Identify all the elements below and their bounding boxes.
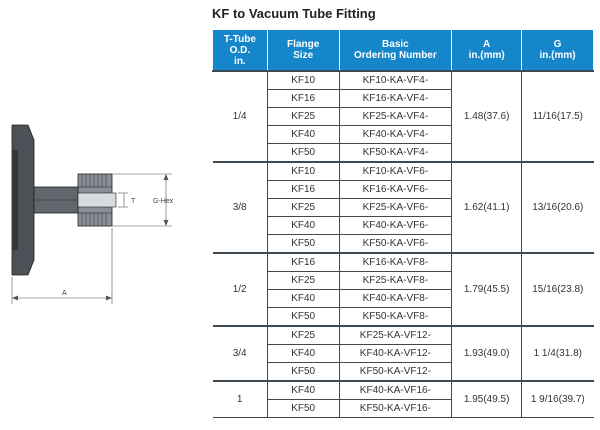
flange-size-cell: KF40 <box>267 290 339 308</box>
t-dim-label: T <box>131 198 136 205</box>
table-row <box>213 381 594 400</box>
g-dimension-cell: 1 1/4(31.8) <box>522 326 594 381</box>
ordering-number-cell: KF25-KA-VF12- <box>339 326 452 345</box>
header-tube-od: T-Tube O.D. in. <box>213 30 268 72</box>
table-row <box>213 71 594 90</box>
flange-size-cell: KF16 <box>267 253 339 272</box>
g-dimension-cell: 1 9/16(39.7) <box>522 381 594 418</box>
header-a: A in.(mm) <box>452 30 522 72</box>
flange-size-cell: KF50 <box>267 363 339 382</box>
ordering-number-cell: KF16-KA-VF4- <box>339 90 452 108</box>
flange-size-cell: KF16 <box>267 90 339 108</box>
tube-od-cell: 3/8 <box>213 162 268 253</box>
flange-size-cell: KF40 <box>267 217 339 235</box>
ordering-number-cell: KF50-KA-VF4- <box>339 144 452 163</box>
ordering-number-cell: KF50-KA-VF6- <box>339 235 452 254</box>
a-dimension-cell: 1.48(37.6) <box>452 71 522 162</box>
flange-size-cell: KF40 <box>267 345 339 363</box>
g-dimension-cell: 11/16(17.5) <box>522 71 594 162</box>
header-flange-size: Flange Size <box>267 30 339 72</box>
flange-size-cell: KF50 <box>267 400 339 418</box>
ordering-number-cell: KF40-KA-VF12- <box>339 345 452 363</box>
flange-size-cell: KF10 <box>267 162 339 181</box>
ordering-number-cell: KF25-KA-VF8- <box>339 272 452 290</box>
ordering-number-cell: KF50-KA-VF16- <box>339 400 452 418</box>
flange-size-cell: KF40 <box>267 126 339 144</box>
ordering-number-cell: KF10-KA-VF6- <box>339 162 452 181</box>
ordering-number-cell: KF16-KA-VF6- <box>339 181 452 199</box>
tube-od-cell: 1/2 <box>213 253 268 326</box>
table-header-row <box>213 30 594 72</box>
ordering-number-cell: KF50-KA-VF8- <box>339 308 452 327</box>
header-g: G in.(mm) <box>522 30 594 72</box>
ordering-number-cell: KF16-KA-VF8- <box>339 253 452 272</box>
a-dimension-cell: 1.95(49.5) <box>452 381 522 418</box>
flange-size-cell: KF40 <box>267 381 339 400</box>
table-row <box>213 162 594 181</box>
a-dim-label: A <box>62 290 67 297</box>
ordering-number-cell: KF40-KA-VF6- <box>339 217 452 235</box>
header-ordering-number: Basic Ordering Number <box>339 30 452 72</box>
ordering-number-cell: KF40-KA-VF8- <box>339 290 452 308</box>
flange-face <box>12 150 18 250</box>
ordering-number-cell: KF25-KA-VF6- <box>339 199 452 217</box>
ordering-number-cell: KF25-KA-VF4- <box>339 108 452 126</box>
tube-od-cell: 1/4 <box>213 71 268 162</box>
spec-table <box>212 29 594 418</box>
flange-size-cell: KF10 <box>267 71 339 90</box>
g-dimension-cell: 13/16(20.6) <box>522 162 594 253</box>
flange-size-cell: KF50 <box>267 235 339 254</box>
a-dimension-cell: 1.79(45.5) <box>452 253 522 326</box>
flange-size-cell: KF50 <box>267 144 339 163</box>
g-hex-label: G-Hex <box>153 198 174 205</box>
tube-bore <box>78 193 116 207</box>
tube-od-cell: 3/4 <box>213 326 268 381</box>
tube-od-cell: 1 <box>213 381 268 418</box>
table-row <box>213 326 594 345</box>
flange-size-cell: KF25 <box>267 272 339 290</box>
flange-size-cell: KF25 <box>267 326 339 345</box>
ordering-number-cell: KF50-KA-VF12- <box>339 363 452 382</box>
ordering-number-cell: KF10-KA-VF4- <box>339 71 452 90</box>
flange-size-cell: KF50 <box>267 308 339 327</box>
page-title: KF to Vacuum Tube Fitting <box>212 6 376 21</box>
fitting-drawing <box>0 110 210 310</box>
a-dimension-cell: 1.62(41.1) <box>452 162 522 253</box>
g-dimension-cell: 15/16(23.8) <box>522 253 594 326</box>
ordering-number-cell: KF40-KA-VF4- <box>339 126 452 144</box>
ordering-number-cell: KF40-KA-VF16- <box>339 381 452 400</box>
flange-size-cell: KF25 <box>267 108 339 126</box>
flange-size-cell: KF16 <box>267 181 339 199</box>
flange-size-cell: KF25 <box>267 199 339 217</box>
a-dimension-cell: 1.93(49.0) <box>452 326 522 381</box>
spec-table-body <box>213 71 594 418</box>
table-row <box>213 253 594 272</box>
